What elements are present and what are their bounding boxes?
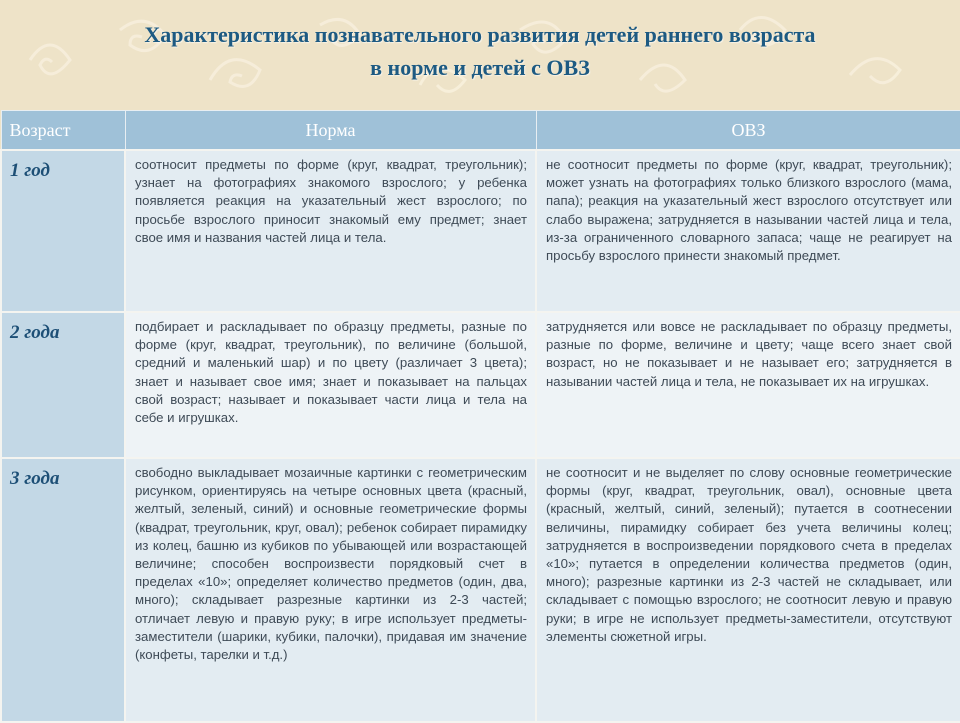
title-line-1: Характеристика познавательного развития детей раннего возраста (144, 22, 816, 47)
ovz-cell: затрудняется или вовсе не раскладывает по образцу предметы, разные по форме, величине и цвету; чаще всего знает свой возраст, но не показывает и не называет его; затрудняется в назывании частей лица и тела, не показывает их на игрушках. (536, 312, 960, 458)
header-norm: Норма (125, 111, 536, 151)
age-cell: 2 года (1, 312, 125, 458)
header-ovz: ОВЗ (536, 111, 960, 151)
header-age: Возраст (1, 111, 125, 151)
norm-cell: соотносит предметы по форме (круг, квадрат, треугольник); узнает на фотографиях знакомого взрослого; у ребенка появляется реакция на указательный жест взрослого; по просьбе взрослого приносит знакомый ему предмет; знает свое имя и названия частей лица и тела. (125, 150, 536, 312)
age-cell: 1 год (1, 150, 125, 312)
ovz-cell: не соотносит предметы по форме (круг, квадрат, треугольник); может узнать на фотографиях только близкого взрослого (мама, папа); реакция на указательный жест взрослого отсутствует или слабо выражена; затрудняется в назывании частей лица и тела, из-за ограниченного словарного запаса; чаще не реагирует на просьбу взрослого принести знакомый предмет. (536, 150, 960, 312)
table-row (1, 312, 960, 458)
development-table (0, 110, 960, 723)
table-row (1, 150, 960, 312)
table-header-row (1, 111, 960, 151)
page-title (0, 18, 960, 84)
norm-cell: свободно выкладывает мозаичные картинки с геометрическим рисунком, ориентируясь на четыре основных цвета (красный, желтый, зеленый, синий) и основные геометрические формы (квадрат, треугольник, круг, овал); ребенок собирает пирамидку из колец, башню из кубиков по убывающей или возрастающей величине; способен воспроизвести порядковый счет в пределах «10»; определяет количество предметов (один, два, много); складывает разрезные картинки из 2-3 частей; отличает левую и правую руку; в игре использует предметы-заместители (шарики, кубики, палочки), придавая им значение (конфеты, тарелки и т.д.) (125, 458, 536, 722)
title-line-2: в норме и детей с ОВЗ (370, 55, 590, 80)
ovz-cell: не соотносит и не выделяет по слову основные геометрические формы (круг, квадрат, треугольник, овал), основные цвета (красный, желтый, синий, зеленый); путается в соотнесении величины, пирамидку собирает без учета величины колец; затрудняется в воспроизведении порядкового счета в пределах «10»; путается в определении количества предметов (один, много); разрезные картинки из 2-3 частей не складывает, или складывает с помощью взрослого; не соотносит левую и правую руки; в игре не использует предметы-заместители, отсутствуют элементы сюжетной игры. (536, 458, 960, 722)
norm-cell: подбирает и раскладывает по образцу предметы, разные по форме (круг, квадрат, треугольник), по величине (большой, средний и маленький шар) и по цвету (различает 3 цвета); знает и называет свое имя; знает и показывает на пальцах свой возраст; называет и показывает части лица и тела на себе и игрушках. (125, 312, 536, 458)
age-cell: 3 года (1, 458, 125, 722)
table-row (1, 458, 960, 722)
